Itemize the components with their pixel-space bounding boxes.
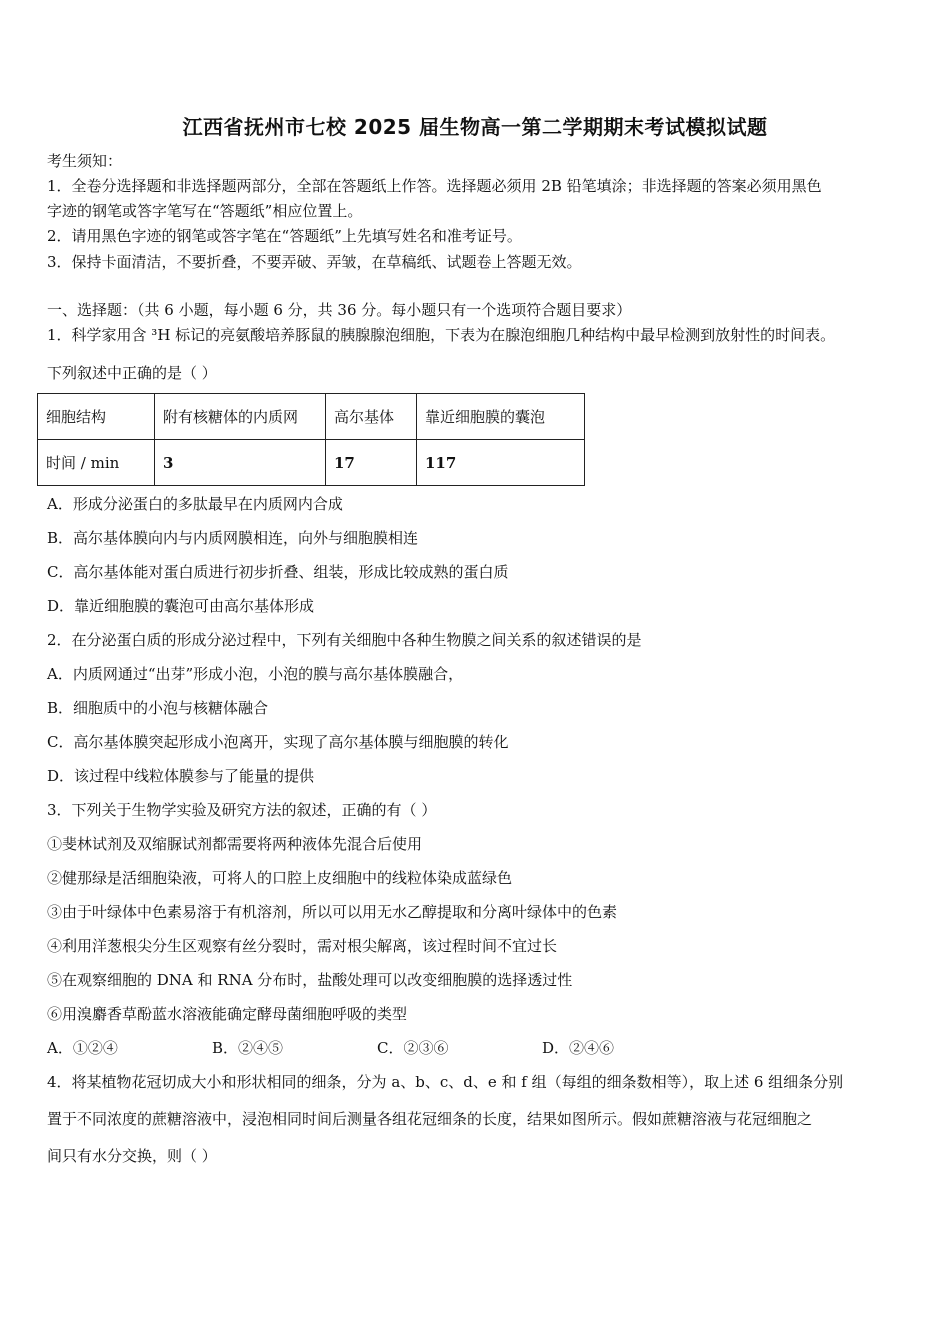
table-cell: 3 (155, 440, 326, 486)
q2-stem: 2．在分泌蛋白质的形成分泌过程中，下列有关细胞中各种生物膜之间关系的叙述错误的是 (47, 631, 642, 649)
table-cell: 117 (417, 440, 585, 486)
q3-option-b: B．②④⑤ (212, 1039, 284, 1057)
q4-stem-cont: 间只有水分交换，则（ ） (47, 1147, 217, 1165)
q3-statement: ⑤在观察细胞的 DNA 和 RNA 分布时，盐酸处理可以改变细胞膜的选择透过性 (47, 971, 573, 989)
q3-option-d: D．②④⑥ (542, 1039, 615, 1057)
q4-stem-cont: 置于不同浓度的蔗糖溶液中，浸泡相同时间后测量各组花冠细条的长度，结果如图所示。假如蔗糖溶液与花冠细胞之 (47, 1110, 813, 1128)
q3-option-c: C．②③⑥ (377, 1039, 449, 1057)
notice-heading: 考生须知： (47, 152, 123, 170)
q1-option-d: D．靠近细胞膜的囊泡可由高尔基体形成 (47, 597, 315, 615)
q3-statement: ⑥用溴麝香草酚蓝水溶液能确定酵母菌细胞呼吸的类型 (47, 1005, 408, 1023)
q2-option-a: A．内质网通过“出芽”形成小泡，小泡的膜与高尔基体膜融合， (47, 665, 464, 683)
table-header-cell: 细胞结构 (38, 394, 155, 440)
q2-option-b: B．细胞质中的小泡与核糖体融合 (47, 699, 269, 717)
q1-stem: 1．科学家用含 ³H 标记的亮氨酸培养豚鼠的胰腺腺泡细胞，下表为在腺泡细胞几种结构中最早检测到放射性的时间表。 (47, 326, 836, 344)
q2-option-c: C．高尔基体膜突起形成小泡离开，实现了高尔基体膜与细胞膜的转化 (47, 733, 509, 751)
table-cell: 17 (326, 440, 417, 486)
table-row (38, 440, 585, 486)
notice-item: 2．请用黑色字迹的钢笔或答字笔在“答题纸”上先填写姓名和准考证号。 (47, 227, 522, 245)
notice-item: 3．保持卡面清洁，不要折叠，不要弄破、弄皱，在草稿纸、试题卷上答题无效。 (47, 253, 582, 271)
q1-option-b: B．高尔基体膜向内与内质网膜相连，向外与细胞膜相连 (47, 529, 419, 547)
q3-statement: ①斐林试剂及双缩脲试剂都需要将两种液体先混合后使用 (47, 835, 423, 853)
q1-stem-cont: 下列叙述中正确的是（ ） (47, 364, 217, 382)
table-header-cell: 高尔基体 (326, 394, 417, 440)
q3-statement: ③由于叶绿体中色素易溶于有机溶剂，所以可以用无水乙醇提取和分离叶绿体中的色素 (47, 903, 618, 921)
q1-table (37, 393, 585, 486)
notice-item: 字迹的钢笔或答字笔写在“答题纸”相应位置上。 (47, 202, 363, 220)
q2-option-d: D．该过程中线粒体膜参与了能量的提供 (47, 767, 315, 785)
q1-option-a: A．形成分泌蛋白的多肽最早在内质网内合成 (47, 495, 343, 513)
q3-option-a: A．①②④ (47, 1039, 118, 1057)
notice-item: 1．全卷分选择题和非选择题两部分，全部在答题纸上作答。选择题必须用 2B 铅笔填涂；非选择题的答案必须用黑色 (47, 177, 822, 195)
q3-statement: ④利用洋葱根尖分生区观察有丝分裂时，需对根尖解离，该过程时间不宜过长 (47, 937, 558, 955)
table-header-cell: 靠近细胞膜的囊泡 (417, 394, 585, 440)
q3-stem: 3．下列关于生物学实验及研究方法的叙述，正确的有（ ） (47, 801, 437, 819)
table-header-row (38, 394, 585, 440)
table-cell: 时间 / min (38, 440, 155, 486)
q1-option-c: C．高尔基体能对蛋白质进行初步折叠、组装，形成比较成熟的蛋白质 (47, 563, 509, 581)
page-title: 江西省抚州市七校 2025 届生物高一第二学期期末考试模拟试题 (182, 115, 768, 139)
q4-stem: 4．将某植物花冠切成大小和形状相同的细条，分为 a、b、c、d、e 和 f 组（每组的细条数相等），取上述 6 组细条分别 (47, 1073, 844, 1091)
section-heading: 一、选择题：（共 6 小题，每小题 6 分，共 36 分。每小题只有一个选项符合题目要求） (47, 301, 632, 319)
q3-statement: ②健那绿是活细胞染液，可将人的口腔上皮细胞中的线粒体染成蓝绿色 (47, 869, 513, 887)
table-header-cell: 附有核糖体的内质网 (155, 394, 326, 440)
